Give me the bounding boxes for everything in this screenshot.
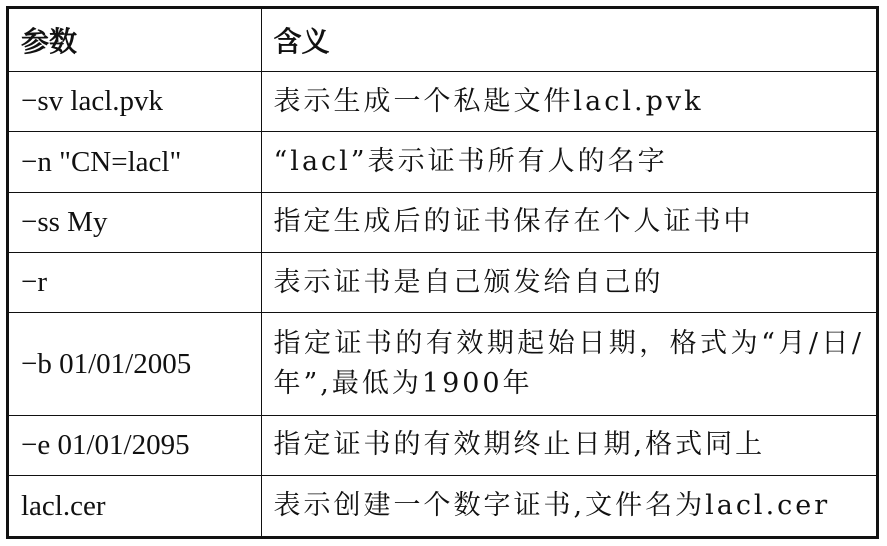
param-cell: −r (9, 253, 261, 313)
meaning-cell: 表示创建一个数字证书,文件名为lacl.cer (261, 476, 876, 536)
table-header-row (9, 9, 876, 72)
table-row (9, 192, 876, 252)
table-row (9, 132, 876, 192)
param-cell: −sv lacl.pvk (9, 72, 261, 132)
meaning-cell: 表示生成一个私匙文件lacl.pvk (261, 72, 876, 132)
table-row (9, 415, 876, 475)
table-row (9, 476, 876, 536)
header-param: 参数 (9, 9, 261, 72)
table-row (9, 72, 876, 132)
param-cell: −e 01/01/2095 (9, 415, 261, 475)
table-row (9, 253, 876, 313)
param-cell: −ss My (9, 192, 261, 252)
header-meaning: 含义 (261, 9, 876, 72)
parameter-table (6, 6, 879, 539)
meaning-cell: 指定证书的有效期起始日期，格式为“月/日/年”,最低为1900年 (261, 313, 876, 415)
param-cell: −b 01/01/2005 (9, 313, 261, 415)
meaning-cell: 指定证书的有效期终止日期,格式同上 (261, 415, 876, 475)
meaning-cell: 指定生成后的证书保存在个人证书中 (261, 192, 876, 252)
param-cell: −n "CN=lacl" (9, 132, 261, 192)
table-row (9, 313, 876, 415)
param-cell: lacl.cer (9, 476, 261, 536)
meaning-cell: 表示证书是自己颁发给自己的 (261, 253, 876, 313)
parameter-table-grid (9, 9, 876, 536)
meaning-cell: “lacl”表示证书所有人的名字 (261, 132, 876, 192)
